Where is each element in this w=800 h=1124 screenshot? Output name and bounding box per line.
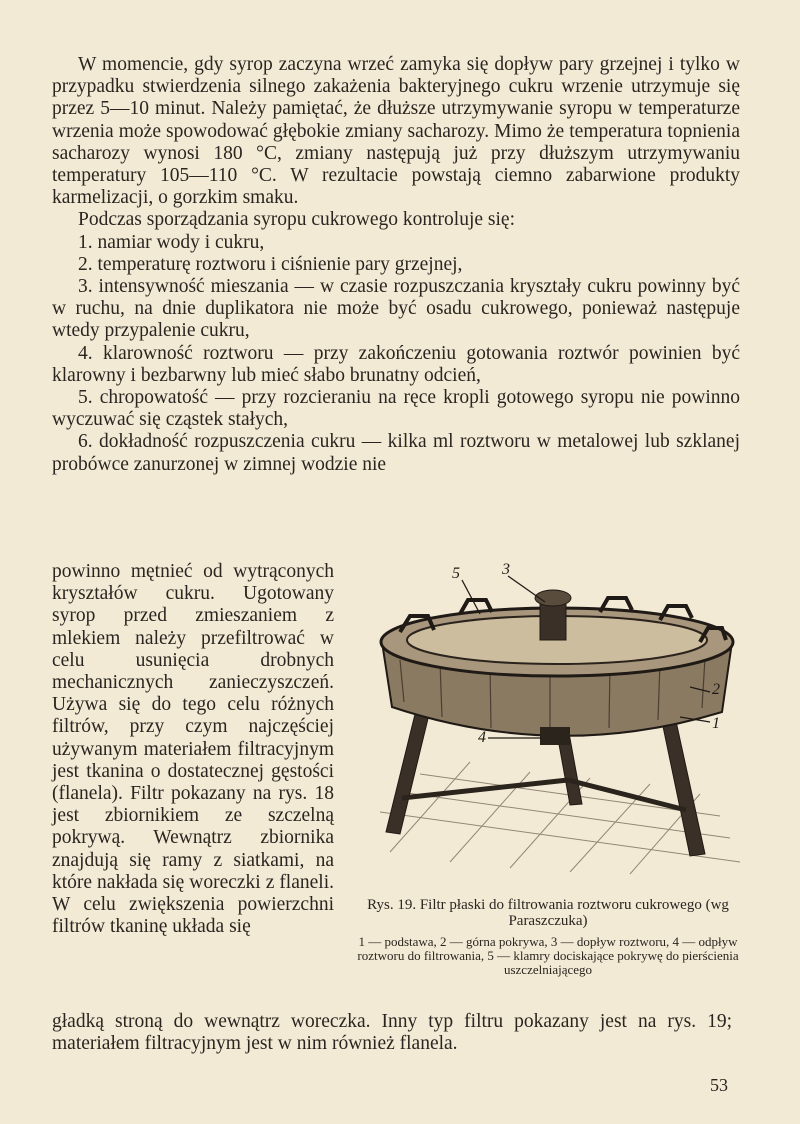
figure-label: 2: [712, 681, 720, 698]
list-item: 6. dokładność rozpuszczenia cukru — kilka ml roztworu w metalowej lub szklanej probówce zanurzonej w zimnej wodzie nie: [52, 431, 740, 475]
filter-illustration: [360, 562, 750, 882]
bottom-text: gładką stroną do wewnątrz woreczka. Inny typ filtru pokazany jest na rys. 19; materiałem filtracyjnym jest w nim również flanela.: [52, 1011, 732, 1055]
figure-label: 1: [712, 715, 720, 732]
figure-caption: [352, 897, 744, 977]
list-item: 2. temperaturę roztworu i ciśnienie pary grzejnej,: [78, 253, 463, 275]
caption-title: Rys. 19. Filtr płaski do filtrowania roztworu cukrowego (wg Paraszczuka): [367, 897, 729, 929]
paragraph-1: W momencie, gdy syrop zaczyna wrzeć zamyka się dopływ pary grzejnej i tylko w przypadku stwierdzenia silnego zakażenia bakteryjnego cukru wrzenie utrzymuje się przez 5—10 minut. Należy pamiętać, że dłuższe utrzymywanie syropu w temperaturze wrzenia może spowodować głębokie zmiany sacharozy. Mimo że temperatura topnienia sacharozy wynosi 180 °C, zmiany następują już przy dłuższym utrzymywaniu temperatury 105—110 °C. W rezultacie powstają ciemno zabarwione produkty karmelizacji, o gorzkim smaku.: [52, 54, 740, 209]
float-text: powinno mętnieć od wytrąconych kryształów cukru. Ugotowany syrop przed zmieszaniem z mlekiem należy przefiltrować w celu usunięcia drobnych mechanicznych zanieczyszczeń. Używa się do tego celu różnych filtrów, przy czym najczęściej używanym materiałem filtracyjnym jest tkanina o dostatecznej gęstości (flanela). Filtr pokazany na rys. 18 jest zbiornikiem ze szczelną pokrywą. Wewnątrz zbiornika znajdują się ramy z siatkami, na które nakłada się woreczki z flaneli. W celu zwiększenia powierzchni filtrów tkaninę układa się: [52, 561, 334, 938]
list-item: 1. namiar wody i cukru,: [78, 231, 265, 253]
list-item: 4. klarowność roztworu — przy zakończeniu gotowania roztwór powinien być klarowny i bezbarwny lub mieć słabo brunatny odcień,: [52, 342, 740, 386]
figure-label: 4: [478, 729, 486, 746]
paragraph-2: Podczas sporządzania syropu cukrowego kontroluje się:: [78, 209, 515, 231]
page-number: 53: [710, 1075, 728, 1095]
main-text: [52, 54, 740, 476]
figure-label: 5: [452, 565, 460, 582]
caption-legend: 1 — podstawa, 2 — górna pokrywa, 3 — dopływ roztworu, 4 — odpływ roztworu do filtrowania, 5 — klamry dociskające pokrywę do pierścienia uszczelniającego: [357, 934, 739, 977]
figure-label: 3: [502, 562, 510, 578]
list-item: 5. chropowatość — przy rozcieraniu na ręce kropli gotowego syropu nie powinno wyczuwać się cząstek stałych,: [52, 387, 740, 431]
list-item: 3. intensywność mieszania — w czasie rozpuszczania kryształy cukru powinny być w ruchu, na dnie duplikatora nie może być osadu cukrowego, ponieważ następuje wtedy przypalenie cukru,: [52, 276, 740, 342]
